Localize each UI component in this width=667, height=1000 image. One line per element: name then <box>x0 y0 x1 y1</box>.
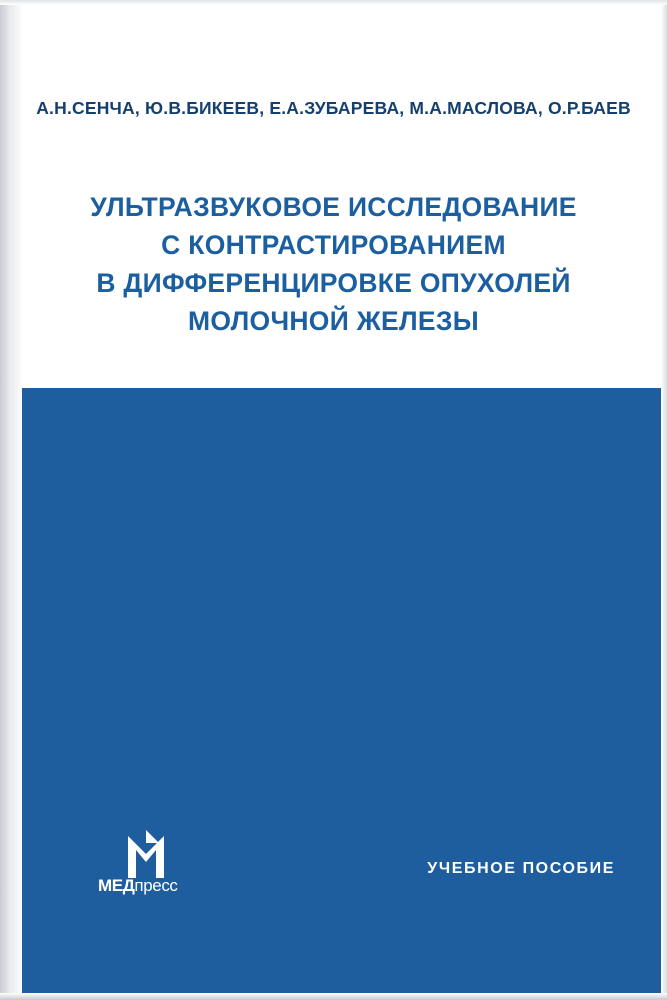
title-line-1: УЛЬТРАЗВУКОВОЕ ИССЛЕДОВАНИЕ <box>90 192 577 222</box>
publisher-name-light: пресс <box>134 876 178 895</box>
m-letter-logo-icon <box>126 830 166 878</box>
publisher-name <box>98 876 184 898</box>
page-title <box>0 188 667 340</box>
page-edge-bottom <box>0 993 667 1000</box>
spine-shadow <box>0 0 22 1000</box>
page-edge-right <box>661 0 667 1000</box>
page-edge-top <box>0 0 667 5</box>
cover-lower-blue-field <box>14 388 661 994</box>
title-line-2: С КОНТРАСТИРОВАНИЕМ <box>161 230 506 260</box>
title-line-3: В ДИФФЕРЕНЦИРОВКЕ ОПУХОЛЕЙ <box>96 268 571 298</box>
publisher-logo <box>98 830 184 900</box>
title-line-4: МОЛОЧНОЙ ЖЕЛЕЗЫ <box>188 306 479 336</box>
authors-line: А.Н.СЕНЧА, Ю.В.БИКЕЕВ, Е.А.ЗУБАРЕВА, М.А.МАСЛОВА, О.Р.БАЕВ <box>36 98 631 118</box>
publisher-name-bold: МЕД <box>98 876 135 895</box>
series-label: УЧЕБНОЕ ПОСОБИЕ <box>427 860 615 877</box>
